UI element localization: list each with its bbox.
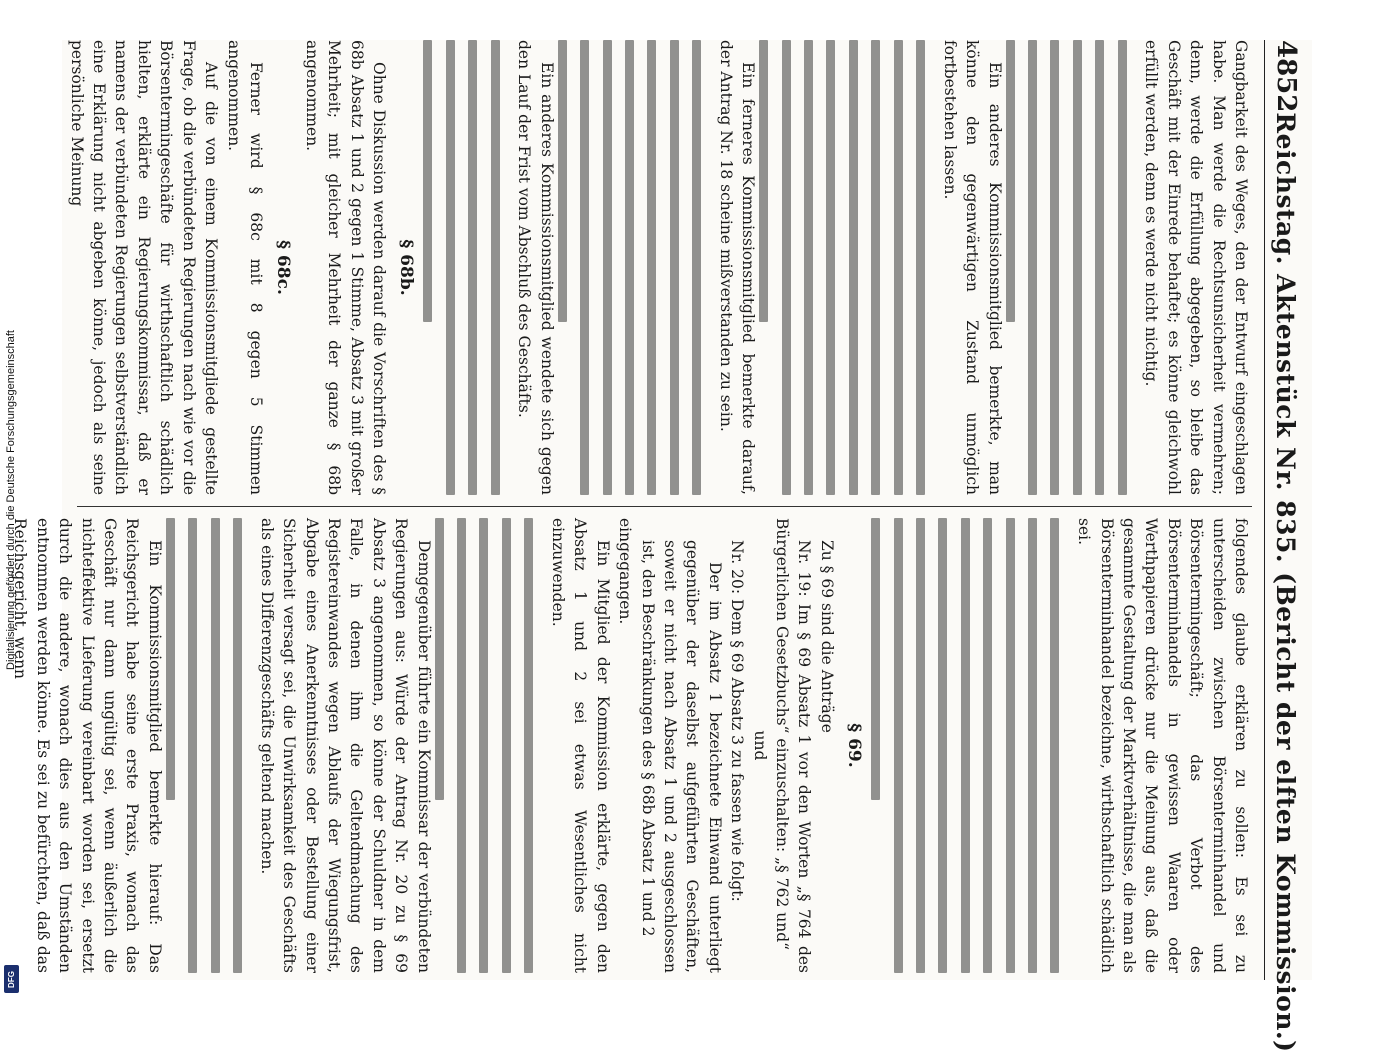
paragraph: Ein ferneres Kommissionsmitglied bemerkte darauf, der Antrag Nr. 18 scheine mißverstanden zu sein.	[716, 40, 758, 495]
text-line	[502, 518, 511, 973]
text-line	[759, 40, 768, 322]
column-divider	[77, 506, 1252, 507]
text-line	[1006, 518, 1015, 973]
motion-20: Nr. 20: Dem § 69 Absatz 3 zu fassen wie folgt:	[728, 540, 747, 902]
page-header	[1264, 40, 1312, 1053]
paragraph: Ein anderes Kommissionsmitglied wendete sich gegen den Lauf der Frist vom Abschluß des Geschäfts.	[515, 40, 556, 495]
motion-20-text: Der im Absatz 1 bezeichnete Einwand unterliegt gegenüber der daselbst aufgeführten Geschäften, soweit er nicht nach Absatz 1 und 2 ausgeschlossen ist, den Beschränkungen des § 68b Absatz 1 und 2	[638, 540, 724, 973]
text-line	[166, 518, 175, 800]
paragraph: Ein anderes Kommissionsmitglied bemerkte, man könne den gegenwärtigen Zustand unmöglich fortbestehen lassen.	[940, 40, 1004, 495]
text-line	[1050, 40, 1059, 495]
text-line	[1073, 40, 1082, 495]
text-line	[1006, 40, 1015, 322]
text-line	[479, 518, 488, 973]
text-line	[782, 40, 791, 495]
section-heading-68c: § 68c.	[273, 240, 294, 295]
text-line	[916, 40, 925, 495]
text-line	[625, 40, 634, 495]
text-line	[1118, 40, 1127, 495]
text-line	[983, 518, 992, 973]
paragraph: Ferner wird § 68c mit 8 gegen 5 Stimmen angenommen.	[224, 40, 265, 495]
text-line	[1028, 518, 1037, 973]
text-line	[468, 40, 477, 495]
paragraph: folgendes glaube erklären zu sollen: Es sei zu unterscheiden zwischen Börsenterminhandel und Börsentermingeschäft; das Verbot des Börsenterminhandels in gewissen Waaren oder Werthpapieren drücke nur die Meinung aus, daß die gesammte Gestaltung der Marktverhältnisse, die man als Börsenterminhandel bezeichne, wirthschaftlich schädlich sei.	[1075, 518, 1250, 973]
paragraph: Gangbarkeit des Weges, den der Entwurf eingeschlagen habe. Man werde die Rechtsunsicherheit vermehren; denn, werde die Erfüllung abgegeben, so bleibe das Geschäft mit der Einrede behaftet; es könne gleichwohl erfüllt werden, denn es werde nicht nichtig.	[1142, 40, 1250, 495]
text-line	[211, 518, 220, 973]
text-line	[603, 40, 612, 495]
text-line	[435, 518, 444, 800]
text-line	[894, 518, 903, 973]
conjunction: und	[750, 730, 769, 761]
text-line	[491, 40, 500, 495]
text-line	[961, 518, 970, 973]
text-line	[446, 40, 455, 495]
text-line	[1050, 518, 1059, 973]
page-number: 4852	[1271, 40, 1301, 113]
text-line	[558, 40, 567, 322]
left-column	[67, 40, 1252, 495]
section-heading-69: § 69.	[844, 723, 865, 768]
text-line	[524, 518, 533, 973]
section-heading-68b: § 68b.	[396, 239, 417, 296]
text-line	[647, 40, 656, 495]
text-line	[894, 40, 903, 495]
paragraph: Zu § 69 sind die Anträge	[817, 540, 836, 733]
paragraph: Auf die von einem Kommissionsmitgliede gestellte Frage, ob die verbündeten Regierungen nach wie vor die Börsentermingeschäfte für wirthschaftlich schädlich hielten, erklärte ein Regierungskommissar, daß er namens der verbündeten Regierungen selbstverständlich eine Erklärung nicht abgeben könne, jedoch als seine persönliche Meinung	[67, 40, 221, 495]
motion-19: Nr. 19: Im § 69 Absatz 1 vor den Worten „§ 764 des Bürgerlichen Gesetzbuchs“ einzuschalten: „§ 762 und“	[773, 518, 814, 973]
paragraph: Ohne Diskussion werden darauf die Vorschriften des § 68b Absatz 1 und 2 gegen 1 Stimme, Absatz 3 mit großer Mehrheit; mit gleicher Mehrheit der ganze § 68b angenommen.	[302, 40, 388, 495]
dfg-credit-text: Digitalisierung gefördert durch die Deutsche Forschungsgemeinschaft	[5, 330, 17, 670]
text-line	[1028, 40, 1037, 495]
text-line	[233, 518, 242, 973]
paragraph: eingegangen.	[616, 518, 635, 625]
text-line	[423, 40, 432, 322]
text-line	[692, 40, 701, 495]
right-column	[11, 518, 1252, 973]
text-line	[804, 40, 813, 495]
paragraph: Demgegenüber führte ein Kommissar der verbündeten Regierungen aus: Würde der Antrag Nr. 20 zu § 69 Absatz 3 angenommen, so könne der Schuldner in dem Falle, in denen ihm die Geltendmachung des Registereinwandes wegen Ablaufs der Wiegungsfrist, Abgabe eines Anerkenntnisses oder Bestellung einer Sicherheit versagt sei, die Unwirksamkeit des Geschäfts als eines Differenzgeschäfts geltend machen.	[257, 518, 433, 973]
paragraph: Ein Kommissionsmitglied bemerkte hierauf: Das Reichsgericht habe seine erste Praxis, wonach das Geschäft nur dann ungültig sei, wenn äußerlich die nichteffektive Lieferung vereinbart worden sei, ersetzt durch die andere, wonach dies aus den Umständen entnommen werden könne. Es sei zu befürchten, daß das Reichsgericht, wenn	[11, 518, 164, 973]
running-head: Reichstag. Aktenstück Nr. 835. (Bericht der elften Kommission.)	[1271, 112, 1300, 1053]
dfg-logo-text: DFG	[7, 970, 17, 988]
text-line	[188, 518, 197, 973]
text-line	[826, 40, 835, 495]
text-line	[849, 40, 858, 495]
text-line	[457, 518, 466, 973]
text-line	[871, 40, 880, 495]
text-line	[938, 518, 947, 973]
paragraph: Ein Mitglied der Kommission erklärte, gegen den Absatz 1 und 2 sei etwas Wesentliches nicht einzuwenden.	[548, 518, 612, 973]
text-line	[670, 40, 679, 495]
text-line	[580, 40, 589, 495]
text-line	[1095, 40, 1104, 495]
text-line	[916, 518, 925, 973]
text-line	[871, 518, 880, 800]
